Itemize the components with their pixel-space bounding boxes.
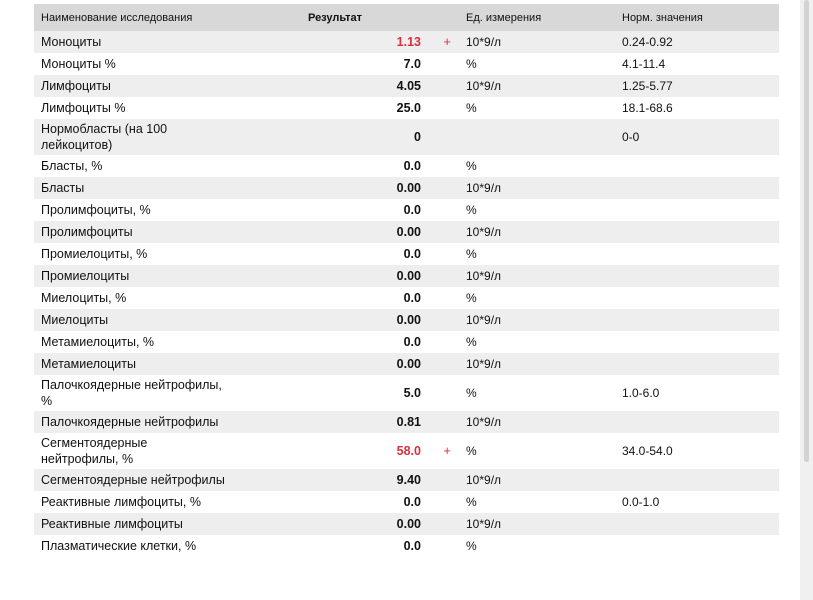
test-name: Реактивные лимфоциты [34, 513, 226, 535]
test-norm: 1.0-6.0 [615, 375, 779, 411]
test-unit: % [459, 287, 615, 309]
test-name: Метамиелоциты, % [34, 331, 226, 353]
test-result [226, 411, 459, 433]
test-name: Бласты [34, 177, 226, 199]
test-result [226, 155, 459, 177]
header-unit: Ед. измерения [459, 4, 615, 31]
result-value: 0.0 [403, 247, 421, 261]
test-unit: % [459, 535, 615, 557]
table-row [34, 53, 779, 75]
header-name: Наименование исследования [34, 4, 226, 31]
test-norm: 0.0-1.0 [615, 491, 779, 513]
test-result [226, 375, 459, 411]
test-unit: 10*9/л [459, 31, 615, 53]
test-result [226, 31, 459, 53]
result-value: 0.0 [403, 539, 421, 553]
test-norm: 0.24-0.92 [615, 31, 779, 53]
result-value: 0.00 [396, 313, 421, 327]
test-norm [615, 331, 779, 353]
test-name: Промиелоциты, % [34, 243, 226, 265]
test-name: Лимфоциты % [34, 97, 226, 119]
lab-results-table [34, 4, 779, 557]
header-norm: Норм. значения [615, 4, 779, 31]
test-result [226, 491, 459, 513]
result-value: 58.0 [396, 444, 421, 458]
test-unit: 10*9/л [459, 265, 615, 287]
test-norm [615, 309, 779, 331]
result-value: 7.0 [403, 57, 421, 71]
test-name: Бласты, % [34, 155, 226, 177]
test-norm [615, 353, 779, 375]
result-value: 5.0 [403, 386, 421, 400]
test-result [226, 243, 459, 265]
test-name: Моноциты [34, 31, 226, 53]
table-row [34, 119, 779, 155]
table-row [34, 221, 779, 243]
test-result [226, 221, 459, 243]
table-row [34, 469, 779, 491]
test-name: Моноциты % [34, 53, 226, 75]
test-name: Лимфоциты [34, 75, 226, 97]
test-result [226, 433, 459, 469]
table-row [34, 97, 779, 119]
test-result [226, 97, 459, 119]
table-row [34, 287, 779, 309]
result-value: 0.0 [403, 335, 421, 349]
test-unit: 10*9/л [459, 75, 615, 97]
test-norm [615, 177, 779, 199]
test-name: Миелоциты, % [34, 287, 226, 309]
table-row [34, 375, 779, 411]
test-result [226, 535, 459, 557]
test-norm: 34.0-54.0 [615, 433, 779, 469]
test-result [226, 469, 459, 491]
table-row [34, 433, 779, 469]
test-name: Палочкоядерные нейтрофилы [34, 411, 226, 433]
test-unit [459, 119, 615, 155]
result-value: 0.0 [403, 291, 421, 305]
result-value: 0.00 [396, 269, 421, 283]
result-value: 9.40 [396, 473, 421, 487]
test-norm [615, 411, 779, 433]
test-name: Пролимфоциты [34, 221, 226, 243]
vertical-scrollbar[interactable] [804, 0, 809, 462]
test-name: Палочкоядерные нейтрофилы, % [34, 375, 226, 411]
result-value: 0.0 [403, 495, 421, 509]
table-header-row [34, 4, 779, 31]
test-result [226, 331, 459, 353]
result-value: 1.13 [396, 35, 421, 49]
test-unit: 10*9/л [459, 469, 615, 491]
test-unit: % [459, 155, 615, 177]
test-unit: % [459, 199, 615, 221]
test-unit: 10*9/л [459, 177, 615, 199]
test-norm: 4.1-11.4 [615, 53, 779, 75]
result-value: 0.0 [403, 203, 421, 217]
test-result [226, 353, 459, 375]
test-norm [615, 265, 779, 287]
test-name: Сегментоядерные нейтрофилы [34, 469, 226, 491]
table-row [34, 309, 779, 331]
test-unit: % [459, 331, 615, 353]
result-value: 0.00 [396, 517, 421, 531]
test-result [226, 513, 459, 535]
test-unit: % [459, 375, 615, 411]
table-row [34, 265, 779, 287]
table-row [34, 535, 779, 557]
test-norm [615, 535, 779, 557]
test-name: Нормобласты (на 100 лейкоцитов) [34, 119, 226, 155]
test-unit: 10*9/л [459, 513, 615, 535]
test-unit: % [459, 491, 615, 513]
test-norm: 0-0 [615, 119, 779, 155]
test-result [226, 309, 459, 331]
test-result [226, 177, 459, 199]
table-row [34, 491, 779, 513]
table-row [34, 411, 779, 433]
abnormal-flag: + [443, 34, 451, 49]
test-result [226, 199, 459, 221]
table-row [34, 177, 779, 199]
test-name: Реактивные лимфоциты, % [34, 491, 226, 513]
table-row [34, 31, 779, 53]
result-value: 0.81 [396, 415, 421, 429]
header-result: Результат [226, 4, 459, 31]
abnormal-flag: + [443, 443, 451, 458]
test-norm [615, 469, 779, 491]
test-name: Миелоциты [34, 309, 226, 331]
test-name: Сегментоядерные нейтрофилы, % [34, 433, 226, 469]
test-norm [615, 243, 779, 265]
table-row [34, 353, 779, 375]
result-value: 0.0 [403, 159, 421, 173]
test-result [226, 75, 459, 97]
test-unit: % [459, 53, 615, 75]
test-unit: % [459, 243, 615, 265]
test-norm [615, 155, 779, 177]
table-row [34, 331, 779, 353]
table-row [34, 513, 779, 535]
table-row [34, 243, 779, 265]
test-unit: % [459, 97, 615, 119]
test-result [226, 119, 459, 155]
table-row [34, 199, 779, 221]
test-norm: 1.25-5.77 [615, 75, 779, 97]
test-norm: 18.1-68.6 [615, 97, 779, 119]
result-value: 4.05 [396, 79, 421, 93]
test-name: Промиелоциты [34, 265, 226, 287]
test-norm [615, 199, 779, 221]
test-result [226, 265, 459, 287]
result-value: 0.00 [396, 181, 421, 195]
result-value: 0 [414, 130, 421, 144]
test-unit: 10*9/л [459, 309, 615, 331]
result-value: 0.00 [396, 225, 421, 239]
test-norm [615, 287, 779, 309]
test-norm [615, 513, 779, 535]
test-result [226, 53, 459, 75]
test-norm [615, 221, 779, 243]
test-result [226, 287, 459, 309]
result-value: 0.00 [396, 357, 421, 371]
test-name: Метамиелоциты [34, 353, 226, 375]
test-name: Плазматические клетки, % [34, 535, 226, 557]
test-unit: 10*9/л [459, 221, 615, 243]
test-unit: % [459, 433, 615, 469]
test-name: Пролимфоциты, % [34, 199, 226, 221]
result-value: 25.0 [396, 101, 421, 115]
table-row [34, 75, 779, 97]
test-unit: 10*9/л [459, 411, 615, 433]
table-row [34, 155, 779, 177]
test-unit: 10*9/л [459, 353, 615, 375]
